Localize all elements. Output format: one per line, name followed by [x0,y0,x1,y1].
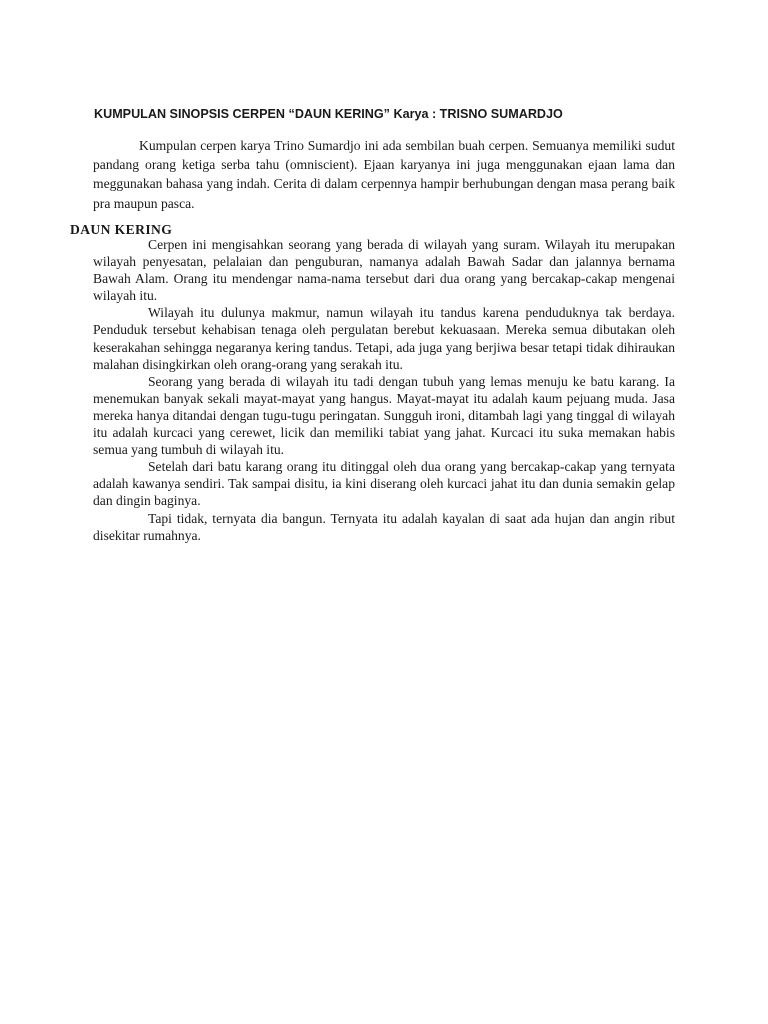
document-title: KUMPULAN SINOPSIS CERPEN “DAUN KERING” Karya : TRISNO SUMARDJO [94,107,563,121]
section-body [93,236,675,544]
intro-paragraph: Kumpulan cerpen karya Trino Sumardjo ini ada sembilan buah cerpen. Semuanya memiliki sudut pandang orang ketiga serba tahu (omniscient). Ejaan karyanya ini juga menggunakan ejaan lama dan meggunakan bahasa yang indah. Cerita di dalam cerpennya hampir berhubungan dengan masa perang baik pra maupun pasca. [93,138,675,211]
body-paragraph: Cerpen ini mengisahkan seorang yang berada di wilayah yang suram. Wilayah itu merupakan wilayah penyesatan, pelalaian dan penguburan, namanya adalah Bawah Sadar dan jalannya bernama Bawah Alam. Orang itu mendengar nama-nama tersebut dari dua orang yang bercakap-cakap mengenai wilayah itu. [93,237,675,304]
section-heading: DAUN KERING [70,222,173,237]
body-paragraph: Seorang yang berada di wilayah itu tadi dengan tubuh yang lemas menuju ke batu karang. Ia menemukan banyak sekali mayat-mayat yang hangus. Mayat-mayat itu adalah kaum pejuang muda. Jasa mereka hanya ditandai dengan tugu-tugu peringatan. Sungguh ironi, ditambah lagi yang tinggal di wilayah itu adalah kurcaci yang cerewet, licik dan memiliki tabiat yang jahat. Kurcaci itu suka memakan habis semua yang tumbuh di wilayah itu. [93,373,675,458]
body-paragraph: Tapi tidak, ternyata dia bangun. Ternyata itu adalah kayalan di saat ada hujan dan angin ribut disekitar rumahnya. [93,510,675,543]
body-paragraph: Setelah dari batu karang orang itu ditinggal oleh dua orang yang bercakap-cakap yang ternyata adalah kawanya sendiri. Tak sampai disitu, ia kini diserang oleh kurcaci jahat itu dan dunia semakin gelap dan dingin baginya. [93,459,675,509]
body-paragraph: Wilayah itu dulunya makmur, namun wilayah itu tandus karena penduduknya tak berdaya. Penduduk tersebut kehabisan tenaga oleh pergulatan berebut kekuasaan. Mereka semua dibutakan oleh keserakahan sehingga negaranya kering tandus. Tetapi, ada juga yang berjiwa besar tetapi tidak dihiraukan malahan disingkirkan oleh orang-orang yang serakah itu. [93,305,675,372]
